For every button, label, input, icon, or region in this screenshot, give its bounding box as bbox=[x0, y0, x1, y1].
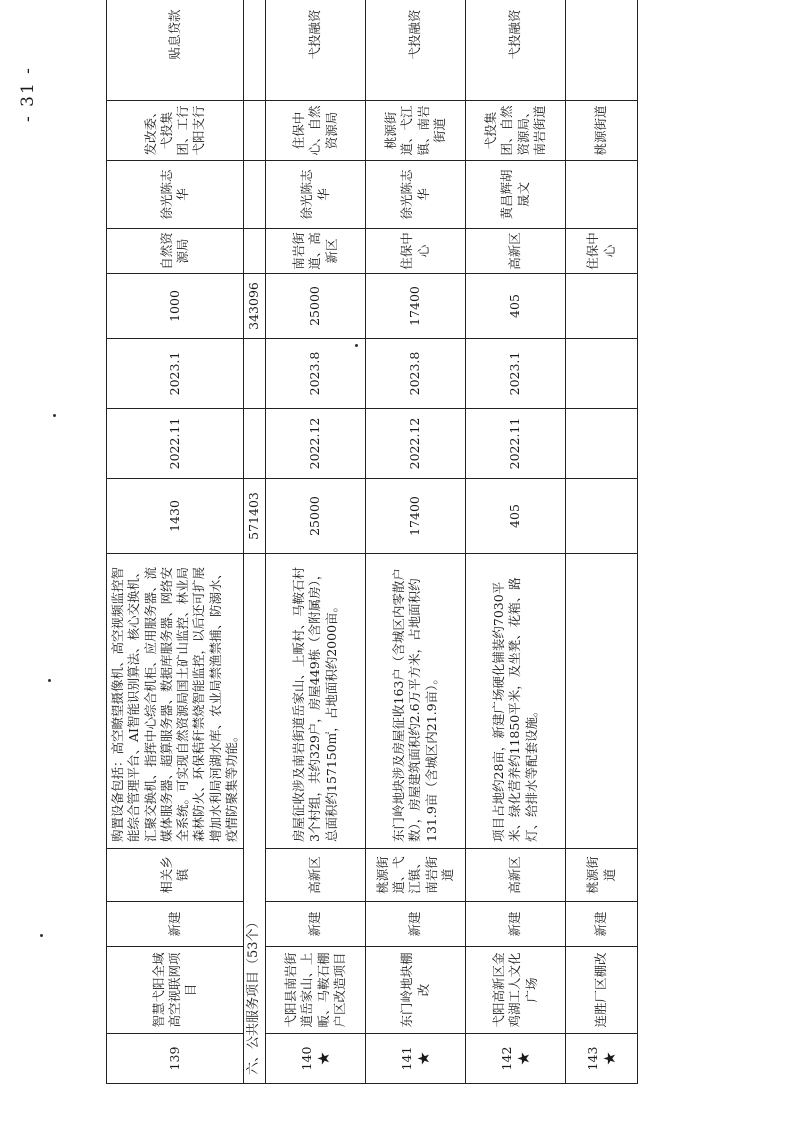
construction-type: 新建 bbox=[107, 902, 244, 947]
location: 桃源街道 bbox=[566, 849, 638, 902]
project-table bbox=[106, 0, 638, 1084]
project-content: 购置设备包括：高空瞭望摄像机、高空视频监控智能综合管理平台、AI智能识别算法、核心交换机、汇聚交换机、指挥中心综合机柜、应用服务器、流媒体服务器、超算服务器、数据库服务器、网络安全系统。可实现自然资源局国土矿山监控、林业局森林防火、环保秸秆禁烧智能监控，以后还可扩展增加水利局河湖水库、农业局禁渔禁捕、防溺水、疫情防聚集等功能。 bbox=[107, 554, 244, 849]
section-header-row bbox=[244, 0, 266, 1084]
construction-type: 新建 bbox=[366, 902, 466, 947]
table-row bbox=[566, 0, 638, 1084]
financing-method bbox=[566, 0, 638, 101]
start-date: 2022.11 bbox=[107, 409, 244, 479]
table-row bbox=[107, 0, 244, 1084]
end-date: 2023.8 bbox=[366, 339, 466, 409]
lead-unit: 住保中心 bbox=[566, 229, 638, 274]
lead-unit: 南岩街道、高新区 bbox=[266, 229, 366, 274]
table-row bbox=[366, 0, 466, 1084]
row-number: 139 bbox=[107, 1034, 244, 1084]
project-name: 弋阳县南岩街道岳家山、上畈、马鞍石棚户区改造项目 bbox=[266, 947, 366, 1034]
section-label: 六、公共服务项目（53个） bbox=[244, 554, 266, 1084]
cooperating-units: 桃源街道 bbox=[566, 101, 638, 161]
location: 桃源街道、弋江镇、南岩街道 bbox=[366, 849, 466, 902]
section-annual: 343096 bbox=[244, 274, 266, 339]
start-date: 2022.11 bbox=[466, 409, 566, 479]
total-investment: 25000 bbox=[266, 479, 366, 554]
total-investment bbox=[566, 479, 638, 554]
construction-type: 新建 bbox=[566, 902, 638, 947]
end-date bbox=[566, 339, 638, 409]
scan-speck bbox=[53, 414, 56, 417]
annual-investment: 25000 bbox=[266, 274, 366, 339]
total-investment: 17400 bbox=[366, 479, 466, 554]
responsible-person: 徐光陈志华 bbox=[107, 161, 244, 229]
responsible-person: 黄昌辉胡晟文 bbox=[466, 161, 566, 229]
cooperating-units: 桃源街道、弋江镇、南岩街道 bbox=[366, 101, 466, 161]
location: 高新区 bbox=[466, 849, 566, 902]
cooperating-units: 弋投集团、自然资源局、南岩街道 bbox=[466, 101, 566, 161]
row-number: 141 ★ bbox=[366, 1034, 466, 1084]
end-date: 2023.1 bbox=[466, 339, 566, 409]
row-number: 143 ★ bbox=[566, 1034, 638, 1084]
end-date: 2023.1 bbox=[107, 339, 244, 409]
annual-investment: 405 bbox=[466, 274, 566, 339]
location: 高新区 bbox=[266, 849, 366, 902]
start-date: 2022.12 bbox=[366, 409, 466, 479]
scan-speck bbox=[48, 679, 51, 682]
total-investment: 405 bbox=[466, 479, 566, 554]
row-number: 140 ★ bbox=[266, 1034, 366, 1084]
location: 相关乡镇 bbox=[107, 849, 244, 902]
page-number: - 31 - bbox=[18, 66, 38, 122]
cooperating-units: 发改委、弋投集团、工行弋阳支行 bbox=[107, 101, 244, 161]
financing-method: 弋投融资 bbox=[266, 0, 366, 101]
construction-type: 新建 bbox=[466, 902, 566, 947]
table-row bbox=[266, 0, 366, 1084]
responsible-person: 徐光陈志华 bbox=[366, 161, 466, 229]
project-name: 连胜厂区棚改 bbox=[566, 947, 638, 1034]
financing-method: 弋投融资 bbox=[366, 0, 466, 101]
project-name: 智慧弋阳全域高空视联网项目 bbox=[107, 947, 244, 1034]
lead-unit: 高新区 bbox=[466, 229, 566, 274]
responsible-person: 徐光陈志华 bbox=[266, 161, 366, 229]
financing-method: 贴息贷款 bbox=[107, 0, 244, 101]
annual-investment: 1000 bbox=[107, 274, 244, 339]
responsible-person bbox=[566, 161, 638, 229]
scan-speck bbox=[40, 934, 43, 937]
lead-unit: 住保中心 bbox=[366, 229, 466, 274]
project-content: 东门岭地块涉及房屋征收163户（含城区内零散户数），房屋建筑面积约2.6万平方米，占地面积约131.9亩（含城区内21.9亩）。 bbox=[366, 554, 466, 849]
lead-unit: 自然资源局 bbox=[107, 229, 244, 274]
end-date: 2023.8 bbox=[266, 339, 366, 409]
start-date: 2022.12 bbox=[266, 409, 366, 479]
cooperating-units: 住保中心、自然资源局 bbox=[266, 101, 366, 161]
start-date bbox=[566, 409, 638, 479]
financing-method: 弋投融资 bbox=[466, 0, 566, 101]
annual-investment: 17400 bbox=[366, 274, 466, 339]
annual-investment bbox=[566, 274, 638, 339]
row-number: 142 ★ bbox=[466, 1034, 566, 1084]
project-content: 项目占地约28亩，新建广场硬化铺装约7030平米、绿化营养约11850平米，及坐凳、花箱、路灯、给排水等配套设施。 bbox=[466, 554, 566, 849]
table-row bbox=[466, 0, 566, 1084]
construction-type: 新建 bbox=[266, 902, 366, 947]
project-name: 东门岭地块棚改 bbox=[366, 947, 466, 1034]
section-total: 571403 bbox=[244, 479, 266, 554]
total-investment: 1430 bbox=[107, 479, 244, 554]
project-name: 弋阳高新区金鸡湖工人文化广场 bbox=[466, 947, 566, 1034]
project-content: 房屋征收涉及南岩街道岳家山、上畈村、马鞍石村3个村组，共约329户，房屋449栋（含附属房），总面积约157150㎡，占地面积约2000亩。 bbox=[266, 554, 366, 849]
project-content bbox=[566, 554, 638, 849]
